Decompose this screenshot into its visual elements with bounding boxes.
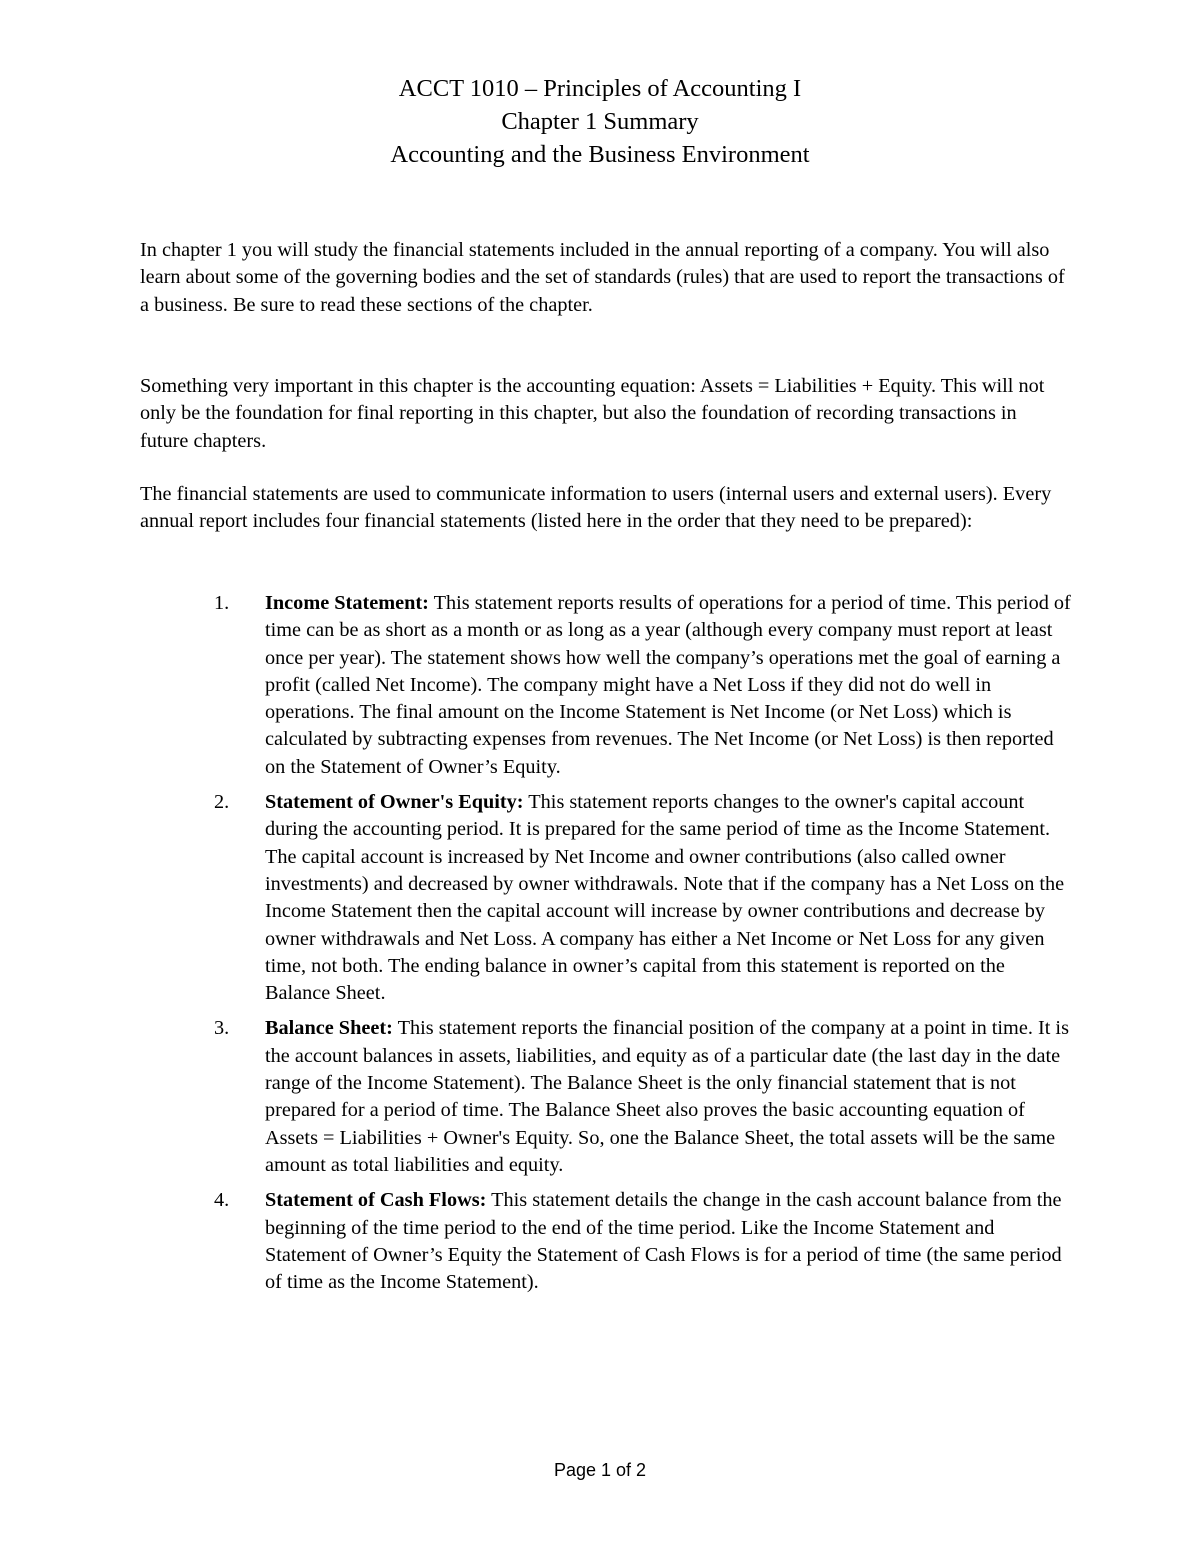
list-number: 1. — [214, 592, 230, 614]
list-description: This statement reports results of operations for a period of time. This period of time can be as short as a month or as long as a year (although every company must report at least once per year). The statement shows how well the company’s operations met the goal of earning a profit (called Net Income). The company might have a Net Loss if they did not do well in operations. The final amount on the Income Statement is Net Income (or Net Loss) which is calculated by subtracting expenses from revenues. The Net Income (or Net Loss) is then reported on the Statement of Owner’s Equity. — [265, 592, 1071, 778]
list-description: This statement reports the financial position of the company at a point in time. It is the account balances in assets, liabilities, and equity as of a particular date (the last day in the date range of the Income Statement). The Balance Sheet is the only financial statement that is not prepared for a period of time. The Balance Sheet also proves the basic accounting equation of Assets = Liabilities + Owner's Equity. So, one the Balance Sheet, the total assets will be the same amount as total liabilities and equity. — [265, 1017, 1069, 1176]
list-description: This statement reports changes to the owner's capital account during the accounting period. It is prepared for the same period of time as the Income Statement. The capital account is increased by Net Income and owner contributions (also called owner investments) and decreased by owner withdrawals. Note that if the company has a Net Loss on the Income Statement then the capital account will increase by owner contributions and decrease by owner withdrawals and Net Loss. A company has either a Net Income or Net Loss for any given time, not both. The ending balance in owner’s capital from this statement is reported on the Balance Sheet. — [265, 791, 1065, 1005]
list-item-balance-sheet — [140, 1015, 1075, 1179]
list-description: This statement details the change in the cash account balance from the beginning of the time period to the end of the time period. Like the Income Statement and Statement of Owner’s Equity the Statement of Cash Flows is for a period of time (the same period of time as the Income Statement). — [265, 1189, 1062, 1294]
list-term: Statement of Owner's Equity: — [265, 791, 524, 814]
list-term: Statement of Cash Flows: — [265, 1189, 487, 1212]
statements-intro-paragraph — [140, 481, 1070, 536]
chapter-subtitle: Accounting and the Business Environment — [390, 141, 810, 168]
page-number: Page 1 of 2 — [553, 1460, 647, 1480]
paragraph-text: Something very important in this chapter is the accounting equation: Assets = Liabilities + Equity. This will not only be the foundation for final reporting in this chapter, but also the foundation of recording transactions in future chapters. — [140, 375, 1045, 452]
paragraph-text: The financial statements are used to communicate information to users (internal users and external users). Every annual report includes four financial statements (listed here in the order that they need to be prepared): — [140, 483, 1052, 533]
course-title: ACCT 1010 – Principles of Accounting I — [398, 75, 802, 102]
paragraph-text: In chapter 1 you will study the financial statements included in the annual reporting of a company. You will also learn about some of the governing bodies and the set of standards (rules) that are used to report the transactions of a business. Be sure to read these sections of the chapter. — [140, 239, 1065, 316]
list-term: Income Statement: — [265, 592, 429, 614]
list-number: 2. — [214, 791, 230, 814]
list-item-owners-equity — [140, 789, 1075, 1007]
list-number: 4. — [214, 1189, 230, 1212]
intro-paragraph — [140, 237, 1070, 319]
chapter-title: Chapter 1 Summary — [501, 108, 699, 135]
list-number: 3. — [214, 1017, 230, 1040]
document-header — [0, 72, 1200, 171]
list-item-cash-flows — [140, 1187, 1075, 1296]
list-term: Balance Sheet: — [265, 1017, 393, 1040]
equation-paragraph — [140, 373, 1070, 455]
financial-statements-list — [140, 590, 1075, 1304]
list-item-income-statement — [140, 590, 1075, 781]
